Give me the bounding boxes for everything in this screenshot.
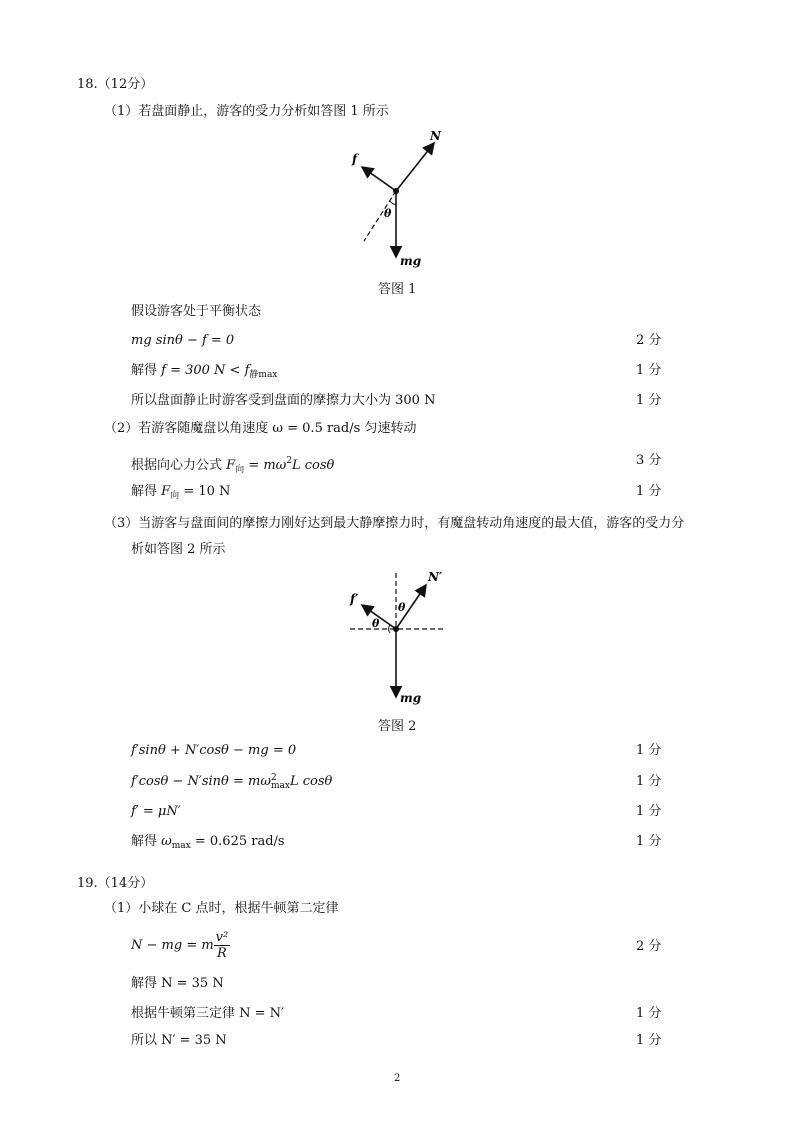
label-N-prime: N′ bbox=[428, 570, 443, 584]
eq-prefix: 解得 bbox=[131, 484, 162, 499]
q18-eq8-score: 1 分 bbox=[636, 834, 662, 849]
q19-header: 19.（14分） bbox=[77, 876, 154, 891]
q18-eq2 bbox=[131, 362, 277, 384]
eq-F: F bbox=[161, 484, 171, 499]
eq-sub: 静max bbox=[249, 370, 278, 380]
label-mg: mg bbox=[400, 691, 422, 705]
label-f-prime: f′ bbox=[350, 592, 359, 606]
normal-force-arrow bbox=[396, 143, 434, 191]
eq-text: f′sinθ + N′cosθ − mg = 0 bbox=[131, 743, 297, 758]
q18-part3-intro-a: （3）当游客与盘面间的摩擦力刚好达到最大静摩擦力时，有魔盘转动角速度的最大值，游客的受力分 bbox=[104, 516, 685, 531]
eq-sup: 2 bbox=[270, 772, 277, 783]
eq-sub: 向 bbox=[235, 465, 245, 475]
q18-eq6-score: 1 分 bbox=[636, 774, 662, 789]
label-N: N bbox=[430, 129, 441, 143]
q18-eq8 bbox=[131, 833, 285, 855]
point-dot bbox=[393, 188, 399, 194]
q18-eq3 bbox=[131, 452, 334, 479]
eq-prefix: 根据向心力公式 bbox=[131, 458, 227, 473]
q18-header: 18.（12分） bbox=[77, 77, 154, 92]
eq-rhs: = 0.625 rad/s bbox=[190, 834, 285, 849]
eq-rhs1: = mω bbox=[244, 458, 287, 473]
q18-eq7 bbox=[131, 803, 181, 821]
q18-part2-intro: （2）若游客随魔盘以角速度 ω = 0.5 rad/s 匀速转动 bbox=[104, 421, 417, 436]
eq-F: F bbox=[226, 458, 236, 473]
q18-part1-intro: （1）若盘面静止，游客的受力分析如答图 1 所示 bbox=[104, 104, 389, 119]
eq-sup: 2 bbox=[286, 456, 293, 466]
q19-eq1-score: 2 分 bbox=[636, 939, 662, 954]
q18-eq5-score: 1 分 bbox=[636, 743, 662, 758]
q18-eq7-score: 1 分 bbox=[636, 804, 662, 819]
q18-eq2-score: 1 分 bbox=[636, 363, 662, 378]
q18-eq4 bbox=[131, 483, 230, 505]
force-diagram-2 bbox=[340, 565, 460, 710]
eq-lhs: N − mg = m bbox=[131, 938, 214, 953]
eq-lhs: f′cosθ − N′sinθ = mω bbox=[131, 774, 271, 789]
eq-omega: ω bbox=[161, 834, 172, 849]
q19-part1-intro: （1）小球在 C 点时，根据牛顿第二定律 bbox=[104, 901, 339, 916]
q18-conclusion: 所以盘面静止时游客受到盘面的摩擦力大小为 300 N bbox=[131, 393, 436, 408]
eq-sub: max bbox=[171, 841, 191, 851]
q18-assumption: 假设游客处于平衡状态 bbox=[131, 304, 262, 319]
eq-sub: max bbox=[270, 780, 290, 791]
page-number: 2 bbox=[394, 1073, 401, 1084]
label-theta: θ bbox=[384, 207, 392, 220]
label-theta-left: θ bbox=[372, 617, 380, 630]
eq-sub: 向 bbox=[170, 491, 180, 501]
q19-eq1 bbox=[131, 930, 230, 962]
figure2-caption: 答图 2 bbox=[378, 719, 417, 734]
eq-text: mg sinθ − f = 0 bbox=[131, 333, 235, 348]
friction-force-arrow bbox=[362, 167, 396, 191]
eq-prefix: 解得 bbox=[131, 363, 162, 378]
q18-eq3-score: 3 分 bbox=[636, 453, 662, 468]
q18-eq6 bbox=[131, 773, 332, 791]
q18-eq1 bbox=[131, 332, 234, 350]
q18-eq5 bbox=[131, 742, 296, 760]
q19-eq4-score: 1 分 bbox=[636, 1033, 662, 1048]
eq-text: f′ = μN′ bbox=[131, 804, 181, 819]
fraction bbox=[214, 930, 231, 961]
eq-rhs2: L cosθ bbox=[292, 458, 335, 473]
label-f: f bbox=[352, 152, 358, 166]
q18-conclusion-score: 1 分 bbox=[636, 393, 662, 408]
q19-eq3: 根据牛顿第三定律 N = N′ bbox=[131, 1006, 284, 1021]
label-theta-top: θ bbox=[398, 601, 406, 614]
eq-rhs: L cosθ bbox=[289, 774, 333, 789]
q18-part3-intro-b: 析如答图 2 所示 bbox=[131, 542, 226, 557]
eq-main: f = 300 N < f bbox=[161, 363, 250, 378]
label-mg: mg bbox=[400, 254, 422, 268]
angle-arc bbox=[390, 201, 396, 204]
q18-eq4-score: 1 分 bbox=[636, 484, 662, 499]
q18-eq1-score: 2 分 bbox=[636, 333, 662, 348]
force-diagram-1 bbox=[340, 125, 460, 270]
q19-eq3-score: 1 分 bbox=[636, 1006, 662, 1021]
fraction-denominator: R bbox=[217, 946, 227, 961]
fraction-numerator: v² bbox=[215, 930, 229, 945]
q19-eq2: 解得 N = 35 N bbox=[131, 976, 224, 991]
q19-eq4: 所以 N′ = 35 N bbox=[131, 1033, 227, 1048]
figure1-caption: 答图 1 bbox=[378, 282, 417, 297]
point-dot bbox=[393, 626, 399, 632]
angle-arc-left bbox=[389, 625, 391, 633]
eq-rhs: = 10 N bbox=[179, 484, 231, 499]
eq-prefix: 解得 bbox=[131, 834, 162, 849]
